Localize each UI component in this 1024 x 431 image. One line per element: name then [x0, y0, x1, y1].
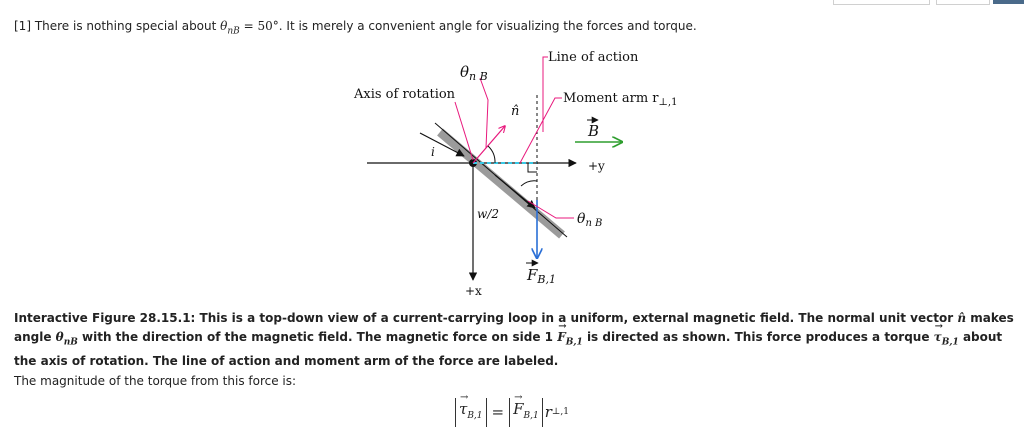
caption-text-1: Interactive Figure 28.15.1: This is a top-down view of a current-carrying loop in a uniform, external magnetic field. The normal unit vector: [14, 311, 958, 325]
eq-r: r: [544, 403, 552, 421]
theta-arc-top: [488, 146, 495, 163]
top-tab-1[interactable]: [833, 0, 930, 5]
current-arrow-out: [495, 175, 535, 208]
right-angle-marker: [528, 163, 537, 172]
caption-text-2: makes angle: [14, 311, 1014, 344]
normal-vector: [473, 126, 505, 163]
top-tab-2[interactable]: [936, 0, 990, 5]
caption-force-sub: B,1: [565, 337, 583, 348]
eq-force-abs: [509, 398, 543, 427]
eq-tau-abs: [455, 398, 487, 427]
magnitude-text: The magnitude of the torque from this force is:: [14, 374, 297, 388]
eq-tau: → τ: [459, 400, 467, 418]
leader-line-of-action: [543, 57, 548, 132]
figure-caption: [14, 309, 1014, 371]
footnote-value: = 50°.: [239, 19, 283, 33]
caption-tau: → τ: [934, 328, 942, 347]
caption-theta-sub: nB: [63, 337, 78, 348]
label-axis-of-rotation: Axis of rotation: [354, 87, 456, 102]
torque-diagram: [340, 40, 720, 300]
label-plus-y: +y: [588, 159, 605, 173]
caption-text-3: with the direction of the magnetic field. The magnetic force on side 1: [77, 330, 558, 344]
eq-force: → F: [513, 400, 523, 418]
eq-r-sub: ⊥,1: [551, 407, 569, 417]
caption-n-hat: n̂: [957, 311, 967, 325]
torque-equation: [455, 397, 569, 427]
label-B: B: [588, 122, 600, 140]
caption-force: → F: [557, 328, 566, 347]
eq-force-sub: B,1: [523, 410, 539, 421]
top-tab-strip: [0, 0, 1024, 5]
caption-theta: θ: [55, 330, 64, 344]
footnote-theta-sub: nB: [227, 26, 240, 37]
label-force: $F_{B,1}$: [527, 266, 557, 286]
label-n-hat: n̂: [511, 104, 520, 119]
eq-tau-sub: B,1: [467, 410, 483, 421]
label-moment-arm: Moment arm $r_{\perp,1}$: [563, 91, 678, 108]
caption-text-4: is directed as shown. This force produces a torque: [582, 330, 934, 344]
loop-side-bar: [440, 132, 562, 235]
top-tab-3[interactable]: [993, 0, 1024, 4]
theta-arc-right: [521, 181, 537, 186]
label-theta-top: $\theta_{n B}$: [460, 63, 488, 83]
leader-theta-top: [480, 78, 488, 148]
label-line-of-action: Line of action: [548, 50, 639, 65]
footnote-prefix: [1] There is nothing special about: [14, 19, 221, 33]
caption-text-5: about the axis of rotation. The line of action and moment arm of the force are labeled.: [14, 330, 1003, 369]
label-plus-x: +x: [465, 284, 482, 298]
label-current-i: i: [431, 145, 435, 159]
caption-tau-sub: B,1: [941, 337, 959, 348]
footnote: [14, 18, 1014, 39]
label-half-width: w/2: [477, 207, 499, 221]
eq-equals: =: [491, 403, 505, 421]
footnote-suffix: It is merely a convenient angle for visualizing the forces and torque.: [282, 19, 697, 33]
leader-moment-arm: [520, 98, 562, 163]
footnote-theta: θ: [220, 19, 228, 33]
label-theta-right: $\theta_{n B}$: [577, 211, 603, 229]
